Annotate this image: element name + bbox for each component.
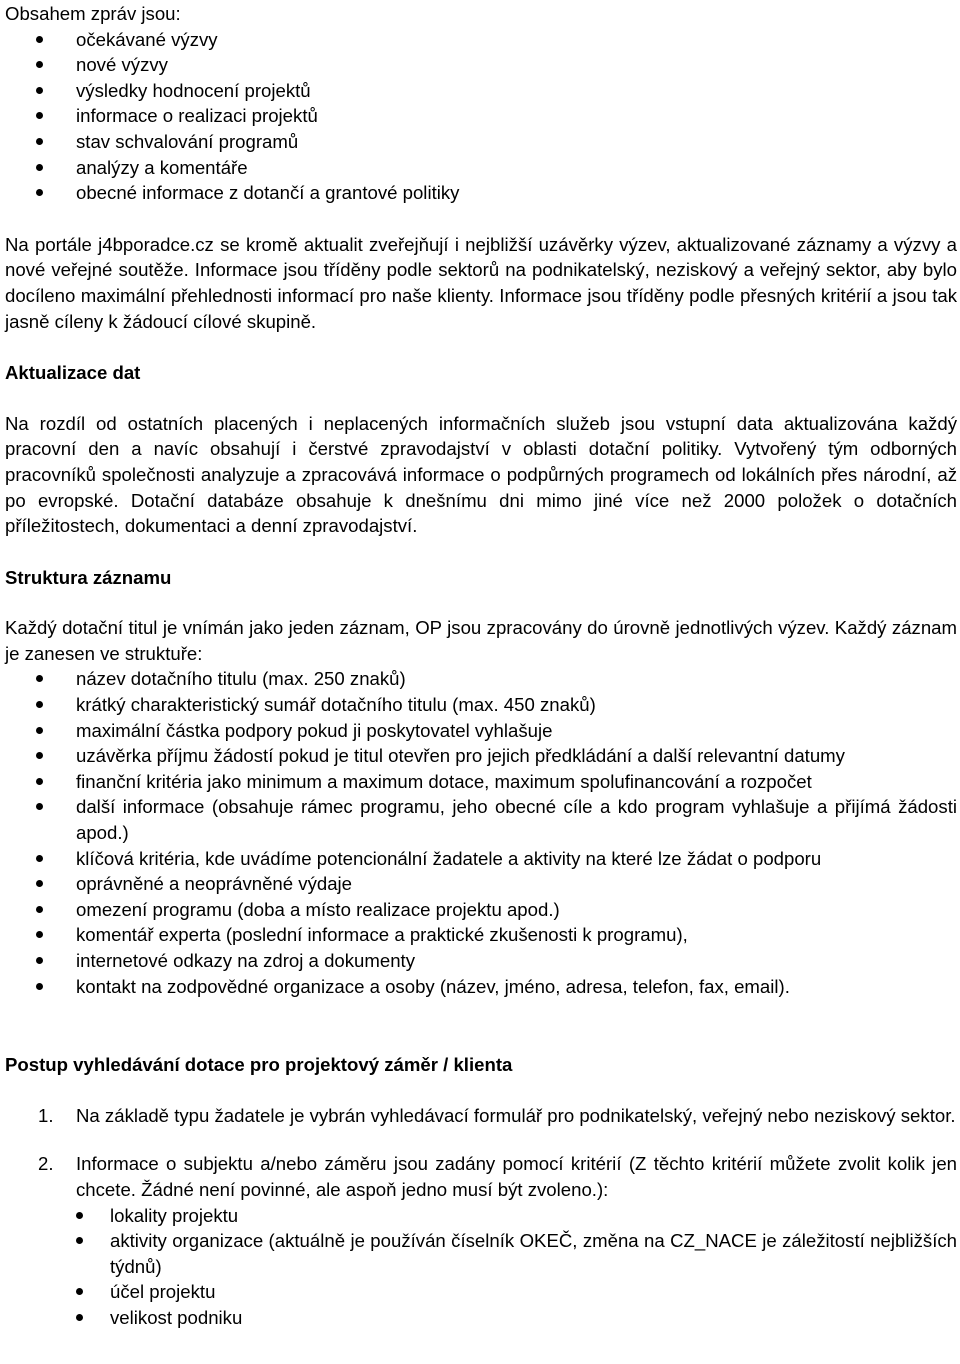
list-item: výsledky hodnocení projektů [5, 78, 957, 104]
step-item [5, 1103, 957, 1129]
list-item: obecné informace z dotančí a grantové politiky [5, 180, 957, 206]
list-item: finanční kritéria jako minimum a maximum dotace, maximum spolufinancování a rozpočet [5, 769, 957, 795]
list-item: očekávané výzvy [5, 27, 957, 53]
list-item: klíčová kritéria, kde uvádíme potencionální žadatele a aktivity na které lze žádat o podporu [5, 846, 957, 872]
list-item: lokality projektu [5, 1203, 957, 1229]
portal-paragraph: Na portále j4bporadce.cz se kromě aktualit zveřejňují i nejbližší uzávěrky výzev, aktualizované záznamy a výzvy a nové veřejné soutěže. Informace jsou tříděny podle sektorů na podnikatelský, neziskový a veřejný sektor, aby bylo docíleno maximální přehlednosti informací pro naše klienty. Informace jsou tříděny podle přesných kritérií a jsou tak jasně cíleny k žádoucí cílové skupině. [5, 233, 957, 332]
list-item: internetové odkazy na zdroj a dokumenty [5, 948, 957, 974]
section-heading-aktualizace: Aktualizace dat [5, 362, 141, 384]
list-item: účel projektu [5, 1279, 957, 1305]
list-item: kontakt na zodpovědné organizace a osoby (název, jméno, adresa, telefon, fax, email). [5, 974, 957, 1000]
aktualizace-paragraph: Na rozdíl od ostatních placených i neplacených informačních služeb jsou vstupní data aktualizována každý pracovní den a navíc obsahují i čerstvé zpravodajství v oblasti dotační politiky. Vytvořený tým odborných pracovníků společnosti analyzuje a zpracovává informace o podpůrných programech od lokálních přes národní, až po evropské. Dotační databáze obsahuje k dnešnímu dni mimo jiné více než 2000 položek o dotačních příležitostech, dokumentaci a denní zpravodajství. [5, 412, 957, 537]
intro-title: Obsahem zpráv jsou: [5, 3, 181, 24]
postup-steps [5, 1103, 957, 1203]
list-item: informace o realizaci projektů [5, 103, 957, 129]
section-heading-struktura: Struktura záznamu [5, 566, 172, 588]
list-item: uzávěrka příjmu žádostí pokud je titul otevřen pro jejich předkládání a další relevantní datumy [5, 743, 957, 769]
list-item: aktivity organizace (aktuálně je používán číselník OKEČ, změna na CZ_NACE je záležitostí nejbližších týdnů) [5, 1228, 957, 1279]
list-item: název dotačního titulu (max. 250 znaků) [5, 666, 957, 692]
step-text: Informace o subjektu a/nebo záměru jsou zadány pomocí kritérií (Z těchto kritérií můžete zvolit kolik jen chcete. Žádné není povinné, ale aspoň jedno musí být zvoleno.): [76, 1153, 957, 1200]
section-heading-postup: Postup vyhledávání dotace pro projektový záměr / klienta [5, 1054, 513, 1076]
list-item: komentář experta (poslední informace a praktické zkušenosti k programu), [5, 922, 957, 948]
list-item: velikost podniku [5, 1305, 957, 1331]
struktura-paragraph: Každý dotační titul je vnímán jako jeden záznam, OP jsou zpracovány do úrovně jednotlivých výzev. Každý záznam je zanesen ve struktuře: [5, 617, 957, 664]
list-item: oprávněné a neoprávněné výdaje [5, 871, 957, 897]
list-item: nové výzvy [5, 52, 957, 78]
list-item: krátký charakteristický sumář dotačního titulu (max. 450 znaků) [5, 692, 957, 718]
document-page [5, 1, 957, 1331]
step-number: 2. [38, 1153, 54, 1175]
list-item: maximální částka podpory pokud ji poskytovatel vyhlašuje [5, 718, 957, 744]
intro-list [5, 27, 957, 206]
step-number: 1. [38, 1104, 54, 1126]
step-item [5, 1151, 957, 1202]
step-text: Na základě typu žadatele je vybrán vyhledávací formulář pro podnikatelský, veřejný nebo neziskový sektor. [76, 1104, 956, 1126]
list-item: analýzy a komentáře [5, 155, 957, 181]
list-item: další informace (obsahuje rámec programu, jeho obecné cíle a kdo program vyhlašuje a přijímá žádosti apod.) [5, 794, 957, 845]
struktura-list [5, 666, 957, 999]
criteria-list [5, 1203, 957, 1331]
list-item: omezení programu (doba a místo realizace projektu apod.) [5, 897, 957, 923]
list-item: stav schvalování programů [5, 129, 957, 155]
